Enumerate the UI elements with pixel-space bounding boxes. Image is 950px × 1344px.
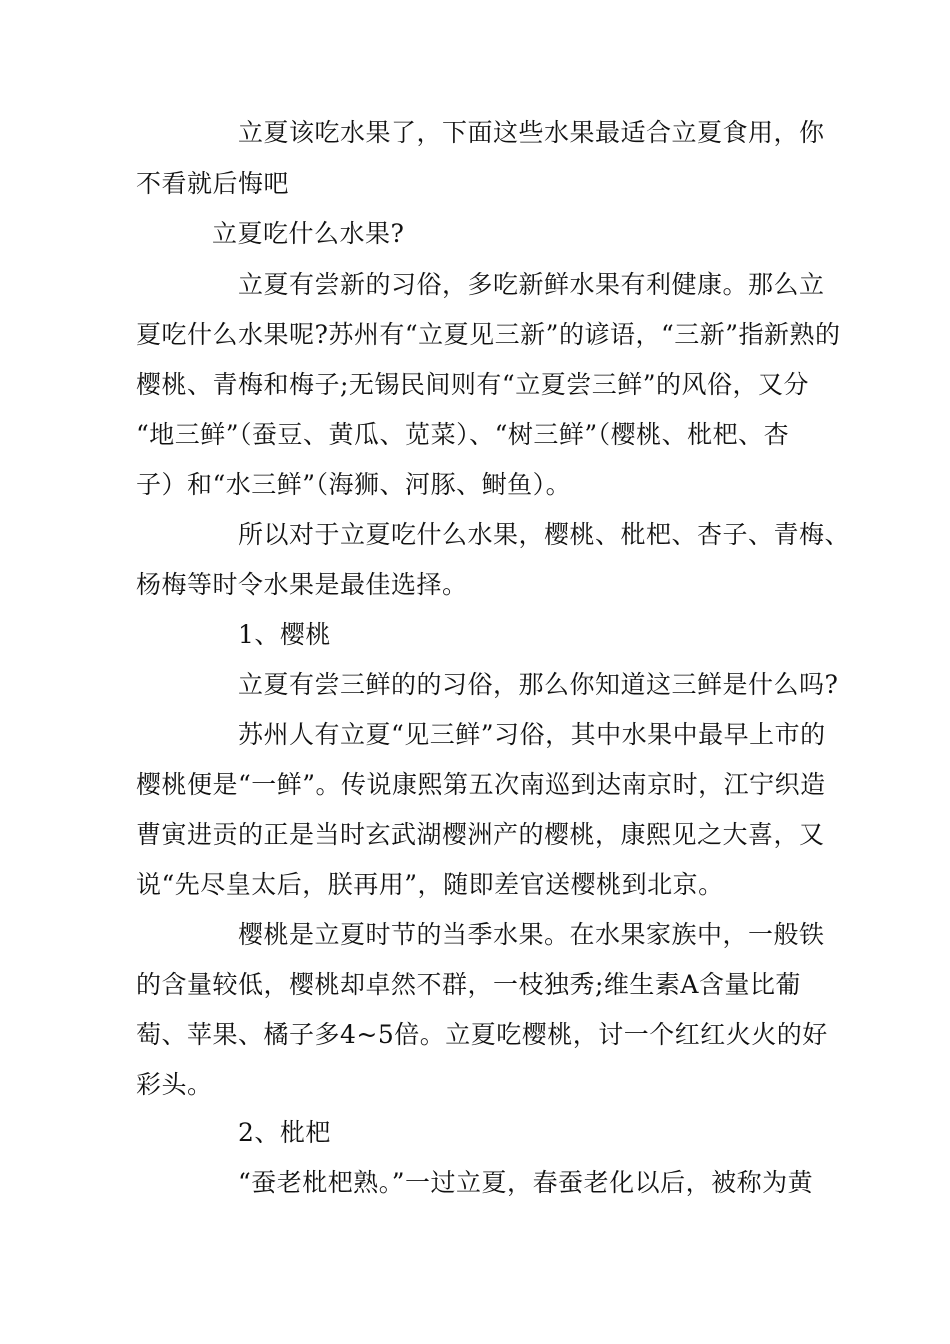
- text-line: 立夏有尝新的习俗，多吃新鲜水果有利健康。那么立: [238, 270, 825, 299]
- text-line: 曹寅进贡的正是当时玄武湖樱洲产的樱桃，康熙见之大喜，又: [136, 820, 825, 849]
- text-line: 夏吃什么水果呢?苏州有“立夏见三新”的谚语，“三新”指新熟的: [136, 320, 841, 349]
- text-line: “蚕老枇杷熟。”一过立夏，春蚕老化以后，被称为黄: [238, 1168, 814, 1197]
- text-line: 立夏该吃水果了，下面这些水果最适合立夏食用，你: [238, 118, 825, 147]
- text-line: 苏州人有立夏“见三鲜”习俗，其中水果中最早上市的: [238, 720, 826, 749]
- text-line: 所以对于立夏吃什么水果，樱桃、枇杷、杏子、青梅、: [238, 520, 851, 549]
- text-line: 樱桃、青梅和梅子;无锡民间则有“立夏尝三鲜”的风俗，又分: [136, 370, 809, 399]
- text-line: 不看就后悔吧: [136, 169, 290, 198]
- text-line: 的含量较低，樱桃却卓然不群，一枝独秀;维生素A含量比葡: [136, 970, 801, 999]
- text-line: 萄、苹果、橘子多4~5倍。立夏吃樱桃，讨一个红红火火的好: [136, 1020, 828, 1049]
- text-line: “地三鲜”（蚕豆、黄瓜、苋菜）、“树三鲜”（樱桃、枇杷、杏: [136, 420, 790, 449]
- text-line: 子）和“水三鲜”（海狮、河豚、鲥鱼）。: [136, 470, 572, 499]
- section-heading: 2、枇杷: [238, 1118, 331, 1147]
- text-line: 杨梅等时令水果是最佳选择。: [136, 570, 468, 599]
- text-line: 立夏有尝三鲜的的习俗，那么你知道这三鲜是什么吗?: [238, 670, 839, 699]
- text-line: 樱桃是立夏时节的当季水果。在水果家族中，一般铁: [238, 920, 825, 949]
- text-line: 说“先尽皇太后，朕再用”，随即差官送樱桃到北京。: [136, 870, 724, 899]
- section-heading: 立夏吃什么水果?: [212, 219, 405, 248]
- text-line: 樱桃便是“一鲜”。传说康熙第五次南巡到达南京时，江宁织造: [136, 770, 826, 799]
- text-line: 彩头。: [136, 1070, 213, 1099]
- section-heading: 1、樱桃: [238, 620, 331, 649]
